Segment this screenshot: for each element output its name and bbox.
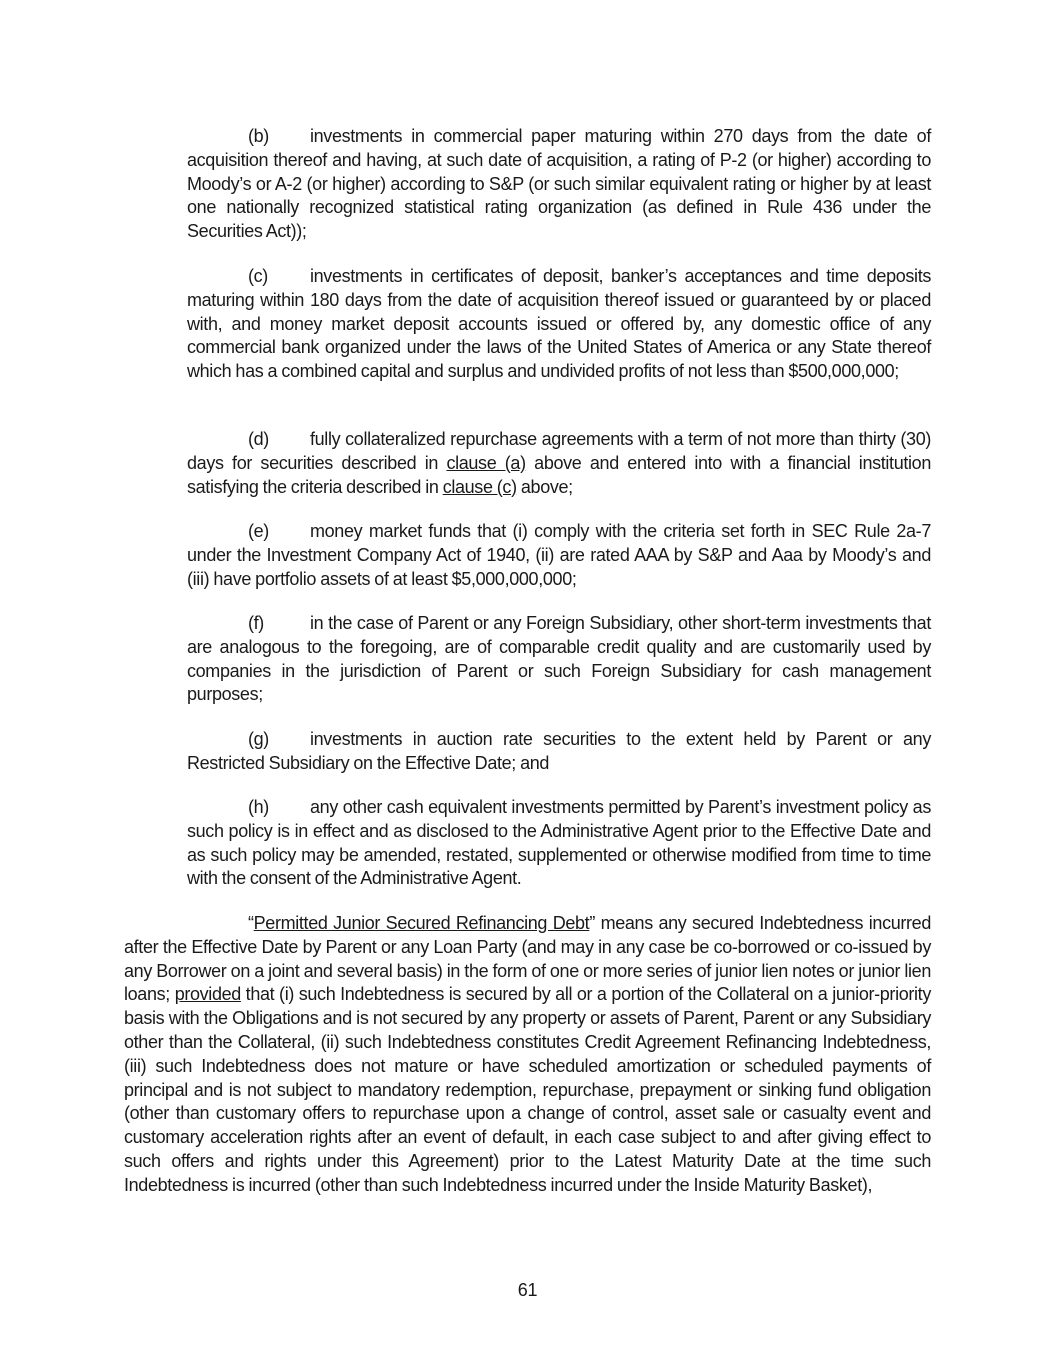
page-number: 61 — [517, 1280, 538, 1300]
clause-label: (c) — [248, 266, 268, 286]
definition-permitted-junior-secured-refinancing-debt — [124, 912, 931, 1198]
clause-text: investments in commercial paper maturing within 270 days from the date of acquisition thereof and having, at such date of acquisition, a rating of P-2 (or higher) according to Moody’s or A-2 (or higher) according to S&P (or such similar equivalent rating or higher by at least one nationally recognized statistical rating organization (as defined in Rule 436 under the Securities Act)); — [187, 126, 931, 242]
definition-text: means any secured Indebtedness incurred after the Effective Date by Parent or any Loan Party (and may in any case be co-borrowed or co-issued by any Borrower on a joint and several basis) in the form of one or more series of junior lien notes or junior lien loans; — [124, 913, 931, 1005]
clause-text: above and entered into with a financial institution satisfying the criteria described in — [187, 452, 931, 497]
clause-f — [187, 612, 931, 707]
clause-h — [187, 796, 931, 891]
clause-label: (b) — [248, 126, 269, 146]
clause-a-reference: clause (a) — [446, 452, 526, 473]
close-quote: ” — [589, 913, 595, 933]
clause-text: any other cash equivalent investments permitted by Parent’s investment policy as such policy is in effect and as disclosed to the Administrative Agent prior to the Effective Date and as such policy may be amended, restated, supplemented or otherwise modified from time to time with the consent of the Administrative Agent. — [187, 797, 931, 889]
definition-text: that (i) such Indebtedness is secured by all or a portion of the Collateral on a junior-priority basis with the Obligations and is not secured by any property or assets of Parent, Parent or any Subsidiary other than the Collateral, (ii) such Indebtedness constitutes Credit Agreement Refinancing Indebtedness, (iii) such Indebtedness does not mature or have scheduled amortization or scheduled payments of principal and is not subject to mandatory redemption, repurchase, prepayment or sinking fund obligation (other than customary offers to repurchase upon a change of control, asset sale or casualty event and customary acceleration rights after an event of default, in each case subject to and after giving effect to such offers and rights under this Agreement) prior to the Latest Maturity Date at the time such Indebtedness is incurred (other than such Indebtedness incurred under the Inside Maturity Basket), — [124, 984, 931, 1195]
clause-text: fully collateralized repurchase agreements with a term of not more than thirty (30) days for securities described in — [187, 429, 931, 473]
provided-term: provided — [174, 984, 241, 1005]
clause-text: above; — [516, 476, 573, 497]
clause-b — [187, 125, 931, 244]
defined-term: Permitted Junior Secured Refinancing Debt — [253, 913, 590, 933]
clause-label: (f) — [248, 613, 264, 633]
clause-text: investments in certificates of deposit, banker’s acceptances and time deposits maturing within 180 days from the date of acquisition thereof issued or guaranteed by or placed with, and money market deposit accounts issued or offered by, any domestic office of any commercial bank organized under the laws of the United States of America or any State thereof which has a combined capital and surplus and undivided profits of not less than $500,000,000; — [187, 266, 931, 382]
clause-e — [187, 520, 931, 591]
clause-c-reference: clause (c) — [442, 476, 517, 497]
clause-label: (d) — [248, 429, 269, 449]
clause-label: (e) — [248, 521, 269, 541]
clause-d — [187, 428, 931, 499]
clause-text: investments in auction rate securities to the extent held by Parent or any Restricted Subsidiary on the Effective Date; and — [187, 729, 931, 773]
clause-text: in the case of Parent or any Foreign Subsidiary, other short-term investments that are analogous to the foregoing, are of comparable credit quality and are customarily used by companies in the jurisdiction of Parent or such Foreign Subsidiary for cash management purposes; — [187, 613, 931, 705]
clause-c — [187, 265, 931, 384]
open-quote: “ — [248, 913, 254, 933]
clause-label: (g) — [248, 729, 269, 749]
clause-label: (h) — [248, 797, 269, 817]
clause-g — [187, 728, 931, 776]
clause-text: money market funds that (i) comply with the criteria set forth in SEC Rule 2a-7 under the Investment Company Act of 1940, (ii) are rated AAA by S&P and Aaa by Moody’s and (iii) have portfolio assets of at least $5,000,000,000; — [187, 521, 931, 589]
